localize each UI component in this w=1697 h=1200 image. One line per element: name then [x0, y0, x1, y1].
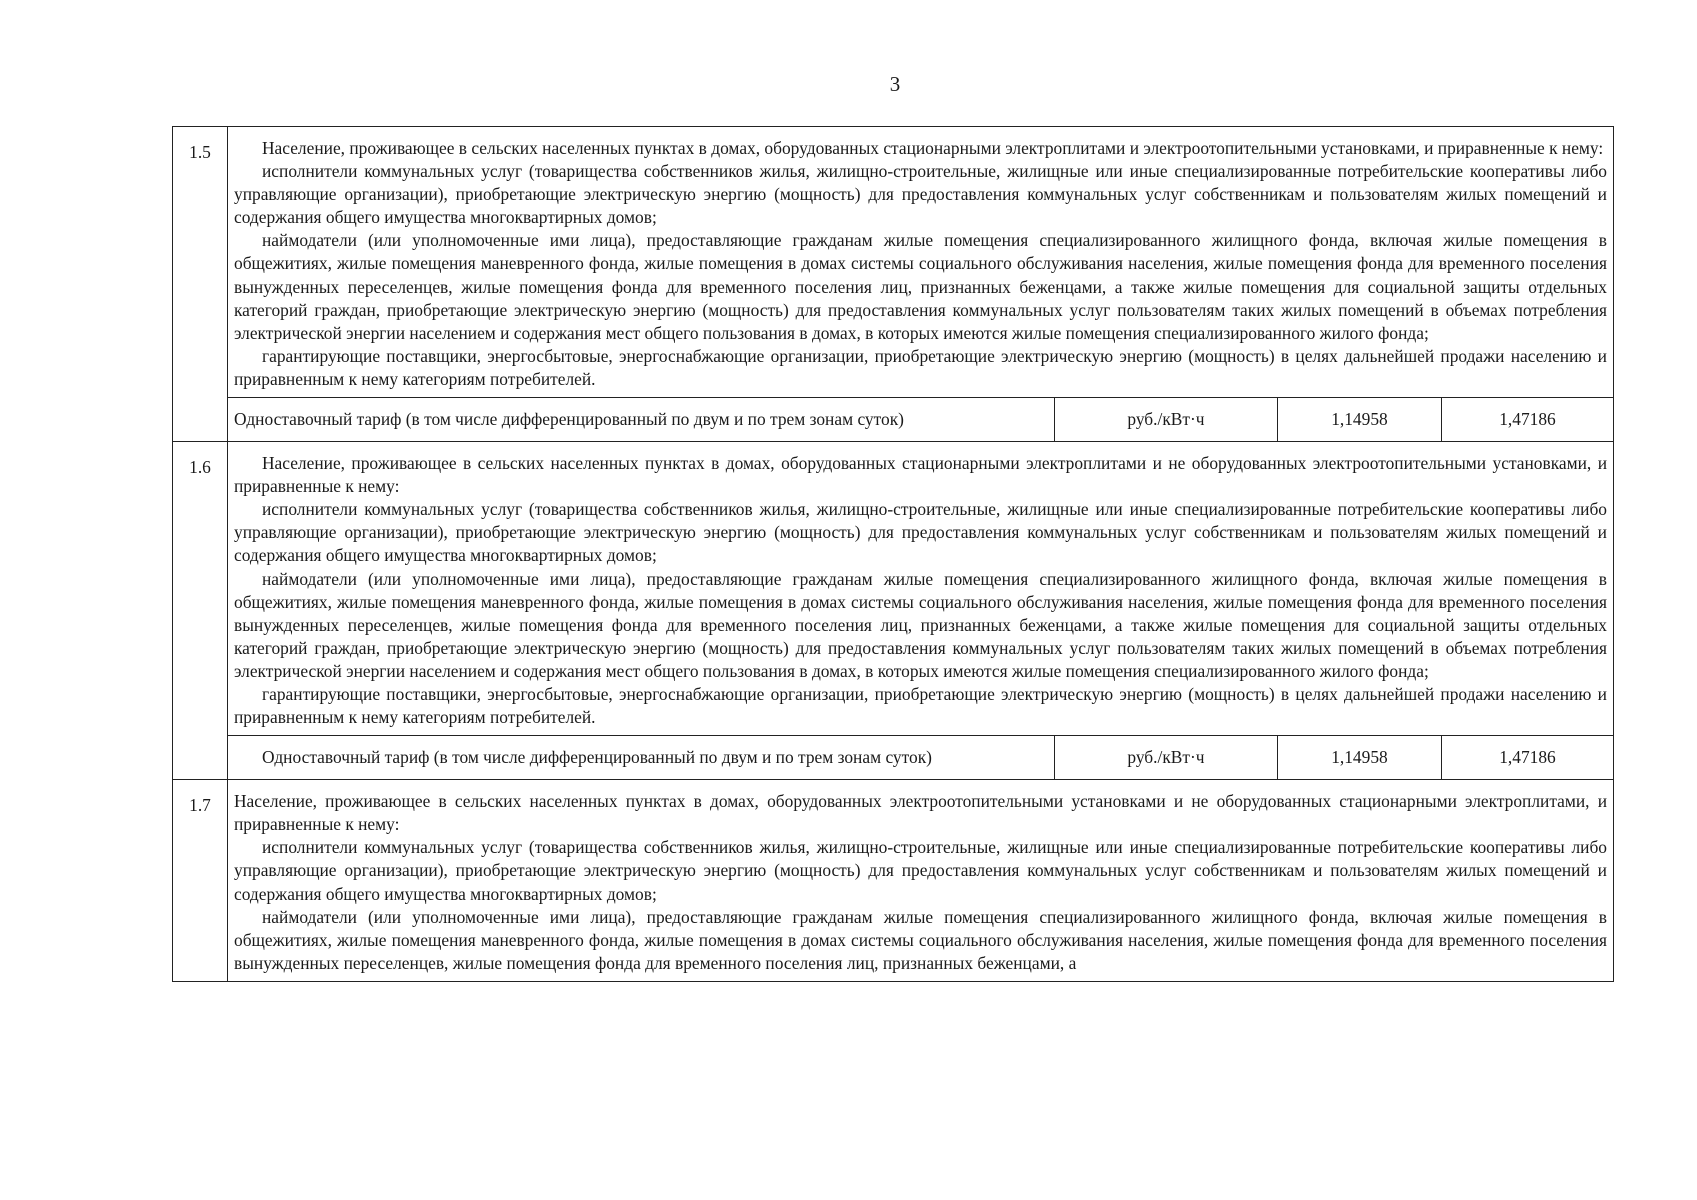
paragraph: Население, проживающее в сельских населенных пунктах в домах, оборудованных стационарными электроплитами и электроотопительными установками, и приравненные к нему:	[262, 138, 1604, 158]
section-number: 1.7	[173, 780, 228, 982]
section-row	[173, 442, 1614, 736]
paragraph: наймодатели (или уполномоченные ими лица), предоставляющие гражданам жилые помещения специализированного жилищного фонда, включая жилые помещения в общежитиях, жилые помещения маневренного фонда, жилые помещения в домах системы социального обслуживания населения, жилые помещения фонда для временного поселения вынужденных переселенцев, жилые помещения фонда для временного поселения лиц, признанных беженцами, а также жилые помещения для социальной защиты отдельных категорий граждан, приобретающие электрическую энергию (мощность) для предоставления коммунальных услуг пользователям таких жилых помещений в объемах потребления электрической энергии населением и содержания мест общего пользования в домах, в которых имеются жилые помещения специализированного жилого фонда;	[234, 230, 1607, 343]
rate-unit: руб./кВт·ч	[1054, 398, 1277, 442]
section-description	[228, 780, 1614, 982]
rate-value-2: 1,47186	[1441, 398, 1613, 442]
paragraph: гарантирующие поставщики, энергосбытовые, энергоснабжающие организации, приобретающие электрическую энергию (мощность) в целях дальнейшей продажи населению и приравненным к нему категориям потребителей.	[234, 345, 1607, 389]
section-number: 1.6	[173, 442, 228, 780]
section-description	[228, 127, 1614, 398]
rate-value-2: 1,47186	[1441, 736, 1613, 780]
section-number: 1.5	[173, 127, 228, 442]
paragraph: исполнители коммунальных услуг (товарищества собственников жилья, жилищно-строительные, жилищные или иные специализированные потребительские кооперативы либо управляющие организации), приобретающие электрическую энергию (мощность) для предоставления коммунальных услуг собственникам и пользователям жилых помещений и содержания общего имущества многоквартирных домов;	[234, 837, 1607, 904]
rate-unit: руб./кВт·ч	[1054, 736, 1277, 780]
paragraph: наймодатели (или уполномоченные ими лица), предоставляющие гражданам жилые помещения специализированного жилищного фонда, включая жилые помещения в общежитиях, жилые помещения маневренного фонда, жилые помещения в домах системы социального обслуживания населения, жилые помещения фонда для временного поселения вынужденных переселенцев, жилые помещения фонда для временного поселения лиц, признанных беженцами, а также жилые помещения для социальной защиты отдельных категорий граждан, приобретающие электрическую энергию (мощность) для предоставления коммунальных услуг пользователям таких жилых помещений в объемах потребления электрической энергии населением и содержания мест общего пользования в домах, в которых имеются жилые помещения специализированного жилого фонда;	[234, 568, 1607, 681]
rate-row	[173, 736, 1614, 780]
page-number: 3	[889, 72, 901, 96]
rate-label: Одноставочный тариф (в том числе дифференцированный по двум и по трем зонам суток)	[228, 398, 1055, 442]
rate-value-1: 1,14958	[1277, 398, 1441, 442]
paragraph: наймодатели (или уполномоченные ими лица), предоставляющие гражданам жилые помещения специализированного жилищного фонда, включая жилые помещения в общежитиях, жилые помещения маневренного фонда, жилые помещения в домах системы социального обслуживания населения, жилые помещения фонда для временного поселения вынужденных переселенцев, жилые помещения фонда для временного поселения лиц, признанных беженцами, а	[234, 906, 1607, 973]
section-row	[173, 780, 1614, 982]
rate-value-1: 1,14958	[1277, 736, 1441, 780]
tariff-table	[172, 126, 1614, 982]
section-row	[173, 127, 1614, 398]
paragraph: исполнители коммунальных услуг (товарищества собственников жилья, жилищно-строительные, жилищные или иные специализированные потребительские кооперативы либо управляющие организации), приобретающие электрическую энергию (мощность) для предоставления коммунальных услуг собственникам и пользователям жилых помещений и содержания общего имущества многоквартирных домов;	[234, 161, 1607, 228]
rate-row	[173, 398, 1614, 442]
paragraph: Население, проживающее в сельских населенных пунктах в домах, оборудованных стационарными электроплитами и не оборудованных электроотопительными установками, и приравненные к нему:	[234, 453, 1607, 497]
paragraph: гарантирующие поставщики, энергосбытовые, энергоснабжающие организации, приобретающие электрическую энергию (мощность) в целях дальнейшей продажи населению и приравненным к нему категориям потребителей.	[234, 683, 1607, 728]
section-description	[228, 442, 1614, 736]
paragraph: исполнители коммунальных услуг (товарищества собственников жилья, жилищно-строительные, жилищные или иные специализированные потребительские кооперативы либо управляющие организации), приобретающие электрическую энергию (мощность) для предоставления коммунальных услуг собственникам и пользователям жилых помещений и содержания общего имущества многоквартирных домов;	[234, 499, 1607, 566]
rate-label: Одноставочный тариф (в том числе дифференцированный по двум и по трем зонам суток)	[228, 736, 1055, 780]
paragraph: Население, проживающее в сельских населенных пунктах в домах, оборудованных электроотопительными установками и не оборудованных стационарными электроплитами, и приравненные к нему:	[234, 791, 1607, 835]
